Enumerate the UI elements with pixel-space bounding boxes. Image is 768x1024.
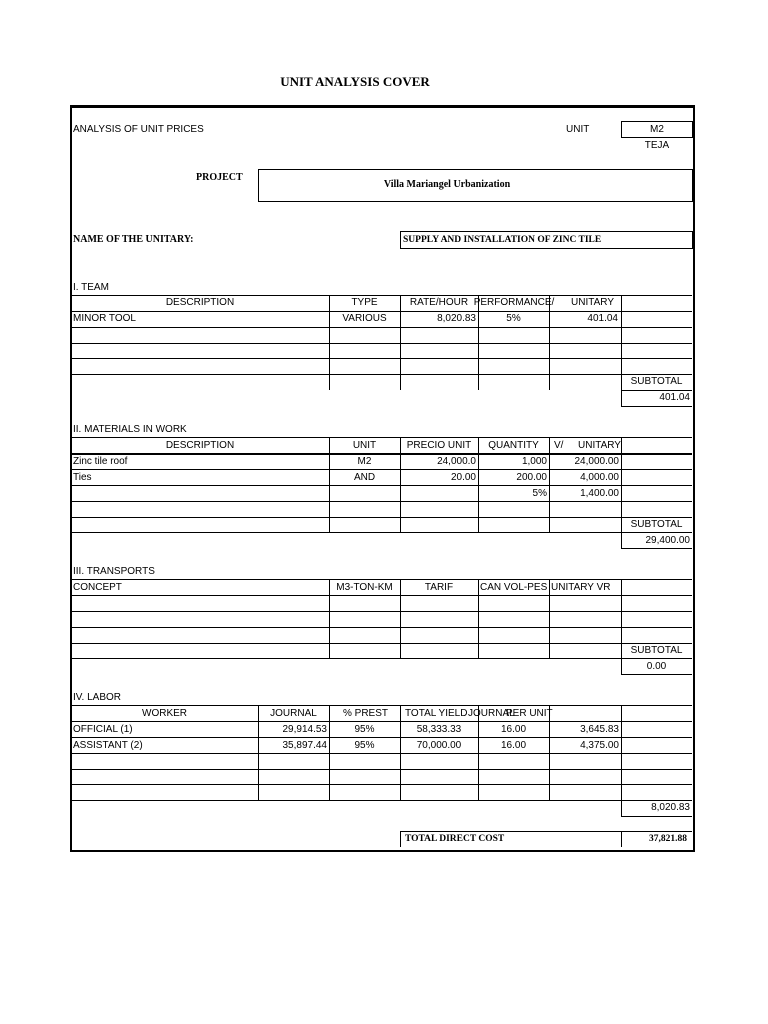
materials-col-description: DESCRIPTION [165, 440, 235, 451]
transports-col-tarif: TARIF [424, 582, 454, 593]
team-row-description: MINOR TOOL [73, 313, 136, 324]
transports-col-can-vol-pes: CAN VOL-PES [480, 582, 548, 593]
labor-row-1-per-unit: 3,645.83 [580, 724, 619, 735]
unit-sub: TEJA [644, 140, 670, 151]
labor-row-2-yield: 70,000.00 [416, 740, 462, 751]
labor-row-2-worker: ASSISTANT (2) [73, 740, 143, 751]
materials-row-2-price: 20.00 [450, 472, 476, 483]
labor-row-1-yield: 58,333.33 [416, 724, 462, 735]
unit-label: UNIT [566, 124, 590, 135]
labor-row-1-journal: 29,914.53 [282, 724, 327, 735]
unit-value: M2 [650, 124, 664, 135]
materials-col-unit-price: PRECIO UNIT [406, 440, 472, 451]
unitary-name-value: SUPPLY AND INSTALLATION OF ZINC TILE [403, 235, 602, 245]
materials-col-unitary: UNITARY [578, 440, 621, 451]
team-subtotal-value: 401.04 [659, 392, 690, 403]
materials-row-1-unitary: 24,000.00 [574, 456, 619, 467]
labor-col-prest: % PREST [343, 708, 389, 719]
team-subtotal-label: SUBTOTAL [630, 376, 683, 387]
team-row-rate: 8,020.83 [437, 313, 476, 324]
labor-col-journal-2: JOURNAL [468, 708, 515, 719]
labor-row-2-per-unit: 4,375.00 [580, 740, 619, 751]
materials-row-3-quantity: 5% [532, 488, 547, 499]
unitary-name-label: NAME OF THE UNITARY: [73, 234, 194, 245]
transports-col-m3-ton-km: M3-TON-KM [336, 582, 393, 593]
transports-col-unitary-vr: UNITARY VR [551, 582, 611, 593]
labor-col-total-yield: TOTAL YIELD [405, 708, 468, 719]
total-direct-cost-label: TOTAL DIRECT COST [405, 834, 505, 844]
transports-col-concept: CONCEPT [73, 582, 122, 593]
materials-col-quantity: QUANTITY [488, 440, 539, 451]
materials-row-2-description: Ties [73, 472, 92, 483]
team-section-title: I. TEAM [73, 282, 109, 293]
labor-col-journal: JOURNAL [270, 708, 317, 719]
labor-col-per-unit: PER UNIT [506, 708, 553, 719]
team-col-type: TYPE [351, 297, 378, 308]
materials-row-1-price: 24,000.0 [437, 456, 476, 467]
materials-row-1-description: Zinc tile roof [73, 456, 128, 467]
labor-subtotal-value: 8,020.83 [651, 802, 690, 813]
materials-col-unit: UNIT [352, 440, 377, 451]
team-row-performance: 5% [506, 313, 521, 324]
labor-row-1-worker: OFFICIAL (1) [73, 724, 133, 735]
materials-row-3-unitary: 1,400.00 [580, 488, 619, 499]
materials-subtotal-value: 29,400.00 [645, 535, 690, 546]
team-row-type: VARIOUS [342, 313, 387, 324]
labor-col-worker: WORKER [142, 708, 187, 719]
page-title: UNIT ANALYSIS COVER [280, 74, 430, 89]
labor-row-2-journal: 35,897.44 [282, 740, 327, 751]
materials-subtotal-label: SUBTOTAL [630, 519, 683, 530]
labor-row-2-prest: 95% [354, 740, 375, 751]
transports-section-title: III. TRANSPORTS [73, 566, 155, 577]
total-direct-cost-value: 37,821.88 [649, 834, 687, 844]
materials-row-2-quantity: 200.00 [516, 472, 547, 483]
materials-row-1-unit: M2 [357, 456, 372, 467]
team-col-unitary: UNITARY [571, 297, 614, 308]
analysis-label: ANALYSIS OF UNIT PRICES [73, 124, 204, 135]
materials-col-v: V/ [554, 440, 564, 451]
project-value: Villa Mariangel Urbanization [383, 179, 511, 190]
team-row-unitary: 401.04 [587, 313, 618, 324]
transports-subtotal-label: SUBTOTAL [630, 645, 683, 656]
materials-row-2-unit: AND [353, 472, 376, 483]
team-col-rate: RATE/HOUR [409, 297, 469, 308]
project-label: PROJECT [196, 172, 243, 183]
labor-row-1-journal-2: 16.00 [500, 724, 527, 735]
materials-row-2-unitary: 4,000.00 [580, 472, 619, 483]
transports-subtotal-value: 0.00 [646, 661, 667, 672]
labor-row-1-prest: 95% [354, 724, 375, 735]
labor-section-title: IV. LABOR [73, 692, 121, 703]
materials-row-1-quantity: 1,000 [521, 456, 547, 467]
labor-row-2-journal-2: 16.00 [500, 740, 527, 751]
materials-section-title: II. MATERIALS IN WORK [73, 424, 187, 435]
team-col-performance: PERFORMANCE/ [473, 297, 555, 308]
team-col-description: DESCRIPTION [165, 297, 235, 308]
